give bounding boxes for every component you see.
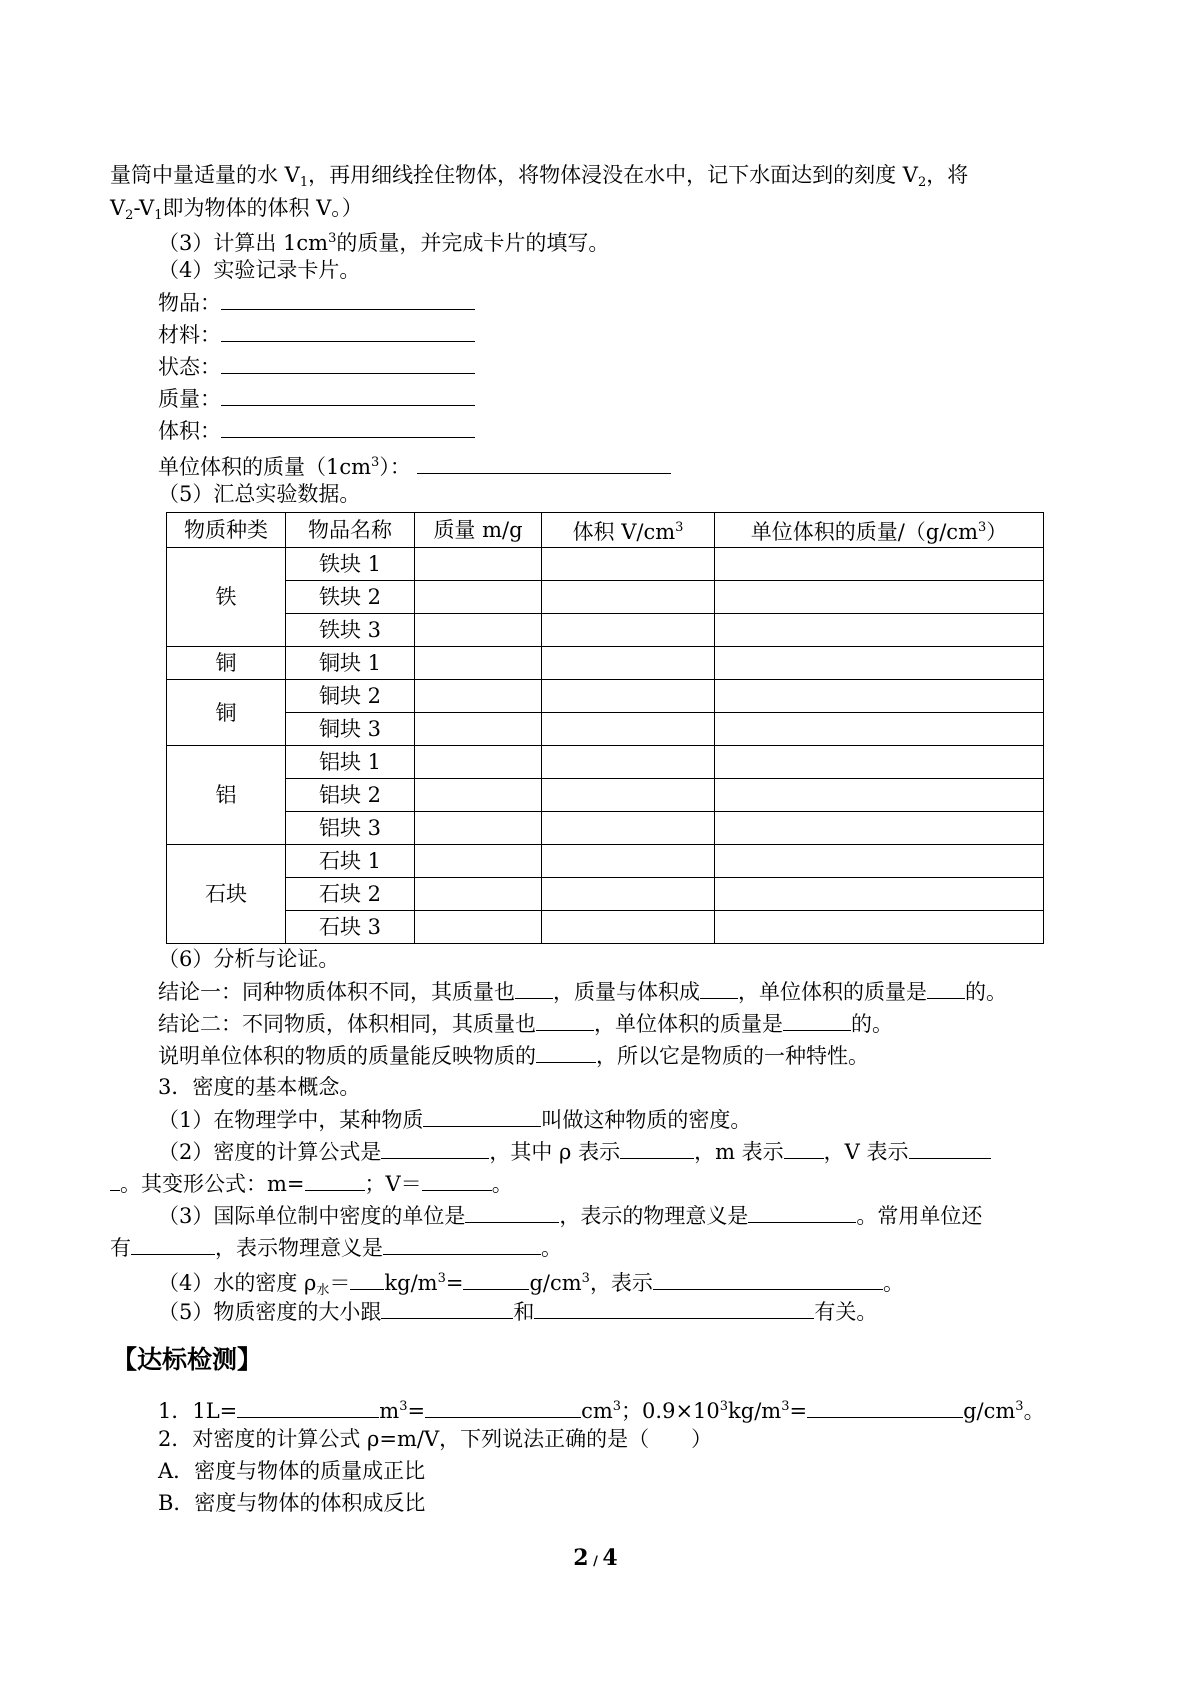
page-number: 2 / 4 (573, 1545, 618, 1571)
input-cell[interactable] (415, 878, 542, 911)
blank-q2-v-cont[interactable] (110, 1168, 120, 1191)
q4-line: （4）水的密度 $\rho_水= kg/m^3= g/cm^3$，表示 。 (158, 1264, 904, 1294)
card-item: 物品： (158, 287, 475, 317)
header-unit-mass: 单位体积的质量$/(g/cm^3)$ (715, 513, 1044, 548)
option-b[interactable]: B．密度与物体的体积成反比 (158, 1491, 426, 1515)
table-row (167, 911, 1044, 944)
table-header-row (167, 513, 1044, 548)
step-6: （6）分析与论证。 (158, 947, 340, 971)
table-row (167, 746, 1044, 779)
blank-q4-g[interactable] (463, 1267, 529, 1290)
table-row (167, 845, 1044, 878)
name-cell: 铁块 2 (286, 581, 415, 614)
kind-cell: 铝 (167, 746, 286, 845)
input-cell[interactable] (715, 680, 1044, 713)
blank-q2-m[interactable] (784, 1136, 824, 1159)
q3-line-2: 有 ，表示物理意义是 。 (110, 1232, 562, 1262)
blank-c2-2[interactable] (783, 1008, 851, 1031)
blank-q4-kg[interactable] (350, 1267, 384, 1290)
input-cell[interactable] (542, 845, 715, 878)
input-cell[interactable] (542, 548, 715, 581)
blank-c2-1[interactable] (536, 1008, 594, 1031)
input-cell[interactable] (715, 548, 1044, 581)
blank-item[interactable] (221, 287, 475, 310)
input-cell[interactable] (715, 746, 1044, 779)
card-state: 状态： (158, 351, 475, 381)
blank-c1-3[interactable] (927, 976, 965, 999)
input-cell[interactable] (715, 713, 1044, 746)
name-cell: 铜块 1 (286, 647, 415, 680)
blank-q2-formula[interactable] (381, 1136, 489, 1159)
card-unit-mass: 单位体积的质量$(1cm^3)$： (158, 448, 671, 478)
input-cell[interactable] (715, 779, 1044, 812)
input-cell[interactable] (415, 614, 542, 647)
name-cell: 石块 2 (286, 878, 415, 911)
table-row (167, 581, 1044, 614)
input-cell[interactable] (415, 845, 542, 878)
q3-line-1: （3）国际单位制中密度的单位是 ，表示的物理意义是 。常用单位还 (158, 1200, 982, 1230)
header-volume: 体积 $V/cm^3$ (542, 513, 715, 548)
blank-q2-rho[interactable] (620, 1136, 694, 1159)
table-row (167, 614, 1044, 647)
q2-line-2: 。其变形公式：m= ；V＝ 。 (110, 1168, 513, 1198)
test-q2: 2．对密度的计算公式 ρ=m/V，下列说法正确的是（ ） (158, 1427, 713, 1451)
name-cell: 铁块 3 (286, 614, 415, 647)
intro-line-2: $V_2-V_1$即为物体的体积 V。） (110, 196, 363, 223)
step-5: （5）汇总实验数据。 (158, 482, 361, 506)
card-volume: 体积： (158, 415, 475, 445)
blank-volume[interactable] (221, 415, 475, 438)
input-cell[interactable] (415, 779, 542, 812)
input-cell[interactable] (715, 812, 1044, 845)
input-cell[interactable] (415, 746, 542, 779)
input-cell[interactable] (715, 845, 1044, 878)
name-cell: 石块 1 (286, 845, 415, 878)
blank-q5-2[interactable] (534, 1296, 814, 1319)
table-row (167, 779, 1044, 812)
table-row (167, 812, 1044, 845)
input-cell[interactable] (542, 713, 715, 746)
table-row (167, 680, 1044, 713)
intro-line-1: 量筒中量适量的水 $V_1$，再用细线拴住物体，将物体浸没在水中，记下水面达到的刻度 $V_2$，将 (110, 163, 969, 190)
step-4: （4）实验记录卡片。 (158, 258, 361, 282)
input-cell[interactable] (542, 680, 715, 713)
blank-q1[interactable] (423, 1104, 541, 1127)
blank-unit-mass[interactable] (417, 451, 671, 474)
q5-line: （5）物质密度的大小跟 和 有关。 (158, 1296, 877, 1326)
input-cell[interactable] (715, 647, 1044, 680)
blank-c1-1[interactable] (515, 976, 553, 999)
blank-t1-3[interactable] (807, 1395, 963, 1418)
input-cell[interactable] (415, 647, 542, 680)
input-cell[interactable] (542, 878, 715, 911)
input-cell[interactable] (542, 647, 715, 680)
input-cell[interactable] (715, 911, 1044, 944)
q2-line-1: （2）密度的计算公式是 ，其中 ρ 表示 ，m 表示 ，V 表示 (158, 1136, 991, 1166)
input-cell[interactable] (415, 812, 542, 845)
input-cell[interactable] (542, 911, 715, 944)
explain-line: 说明单位体积的物质的质量能反映物质的 ，所以它是物质的一种特性。 (158, 1040, 869, 1070)
conclusion-1: 结论一：同种物质体积不同，其质量也 ，质量与体积成 ，单位体积的质量是 的。 (158, 976, 1007, 1006)
blank-q4-meaning[interactable] (653, 1267, 883, 1290)
blank-q3-meaning[interactable] (748, 1200, 856, 1223)
blank-t1-2[interactable] (425, 1395, 581, 1418)
input-cell[interactable] (542, 746, 715, 779)
blank-mass[interactable] (221, 383, 475, 406)
table-row (167, 647, 1044, 680)
header-kind: 物质种类 (167, 513, 286, 548)
option-a[interactable]: A．密度与物体的质量成正比 (158, 1459, 426, 1483)
input-cell[interactable] (715, 581, 1044, 614)
blank-explain[interactable] (536, 1040, 596, 1063)
card-material: 材料： (158, 319, 475, 349)
input-cell[interactable] (415, 581, 542, 614)
input-cell[interactable] (415, 911, 542, 944)
name-cell: 石块 3 (286, 911, 415, 944)
input-cell[interactable] (542, 614, 715, 647)
table-row (167, 548, 1044, 581)
name-cell: 铜块 3 (286, 713, 415, 746)
table-row (167, 878, 1044, 911)
header-mass: 质量 m/g (415, 513, 542, 548)
blank-q2-v-formula[interactable] (422, 1168, 492, 1191)
kind-cell: 铜 (167, 647, 286, 680)
blank-q2-m-formula[interactable] (305, 1168, 365, 1191)
blank-q2-v[interactable] (909, 1136, 991, 1159)
card-mass: 质量： (158, 383, 475, 413)
name-cell: 铝块 3 (286, 812, 415, 845)
section-3-title: 3．密度的基本概念。 (158, 1075, 361, 1099)
kind-cell: 铜 (167, 680, 286, 746)
blank-q5-1[interactable] (381, 1296, 513, 1319)
name-cell: 铁块 1 (286, 548, 415, 581)
blank-q3-si-unit[interactable] (465, 1200, 559, 1223)
header-name: 物品名称 (286, 513, 415, 548)
section-heading-test: 【达标检测】 (112, 1345, 263, 1374)
blank-q3-common-meaning[interactable] (383, 1232, 541, 1255)
name-cell: 铝块 1 (286, 746, 415, 779)
input-cell[interactable] (542, 812, 715, 845)
blank-state[interactable] (221, 351, 475, 374)
input-cell[interactable] (415, 548, 542, 581)
kind-cell: 石块 (167, 845, 286, 944)
blank-t1-1[interactable] (237, 1395, 379, 1418)
test-q1: 1．$1L= m^3= cm^3$；$0.9\times 10^3kg/m^3= g/cm^3$。 (158, 1392, 1045, 1422)
name-cell: 铜块 2 (286, 680, 415, 713)
input-cell[interactable] (715, 878, 1044, 911)
input-cell[interactable] (415, 713, 542, 746)
blank-material[interactable] (221, 319, 475, 342)
kind-cell: 铁 (167, 548, 286, 647)
input-cell[interactable] (542, 581, 715, 614)
data-table (166, 512, 1044, 944)
q1-line: （1）在物理学中，某种物质 叫做这种物质的密度。 (158, 1104, 751, 1134)
blank-c1-2[interactable] (700, 976, 738, 999)
step-3: （3）计算出 $1cm^3$的质量，并完成卡片的填写。 (158, 231, 610, 255)
conclusion-2: 结论二：不同物质，体积相同，其质量也 ，单位体积的质量是 的。 (158, 1008, 893, 1038)
input-cell[interactable] (542, 779, 715, 812)
name-cell: 铝块 2 (286, 779, 415, 812)
input-cell[interactable] (415, 680, 542, 713)
input-cell[interactable] (715, 614, 1044, 647)
blank-q3-common-unit[interactable] (131, 1232, 215, 1255)
table-row (167, 713, 1044, 746)
